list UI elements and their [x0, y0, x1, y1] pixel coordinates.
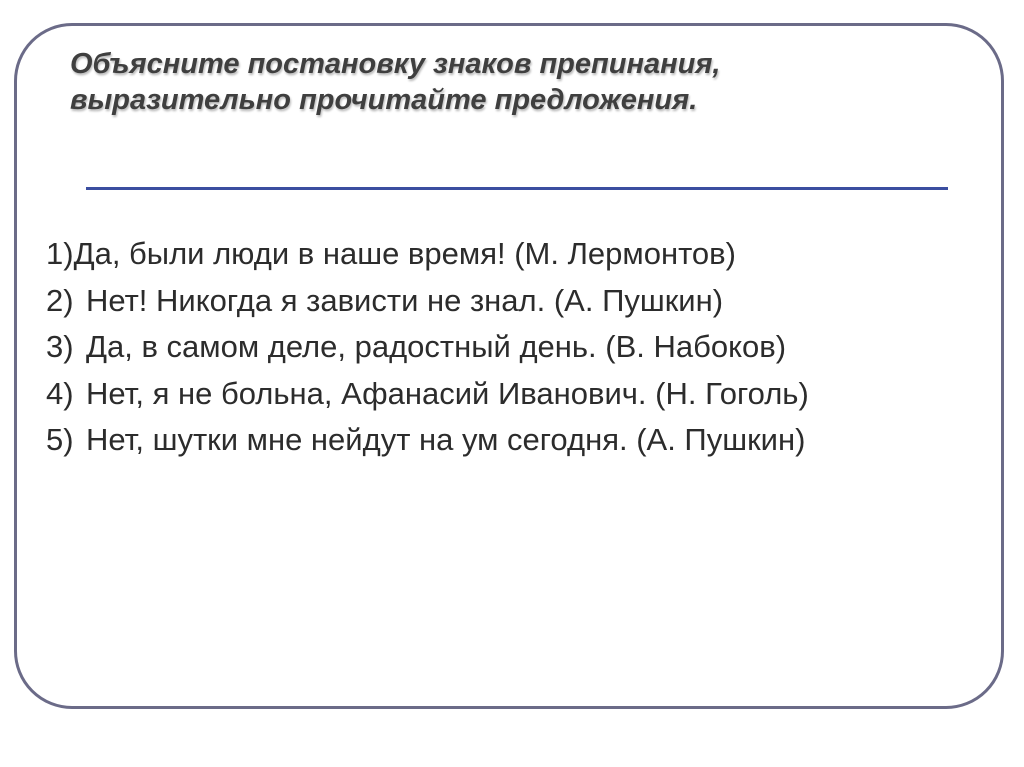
sentence-list: [46, 231, 978, 464]
item-text: Нет! Никогда я зависти не знал. (А. Пушкин): [86, 282, 724, 318]
item-text: Нет, я не больна, Афанасий Иванович. (Н. Гоголь): [86, 375, 809, 411]
title-line-1: Объясните постановку знаков препинания,: [70, 48, 721, 80]
list-item: [46, 231, 978, 278]
slide-title: [70, 46, 970, 118]
title-line-2: выразительно прочитайте предложения.: [70, 84, 698, 116]
item-text: Нет, шутки мне нейдут на ум сегодня. (А. Пушкин): [86, 422, 806, 457]
list-item: [46, 278, 978, 325]
item-number: 1): [46, 236, 74, 271]
list-item: [46, 324, 978, 371]
item-text: Да, в самом деле, радостный день. (В. Набоков): [86, 329, 787, 364]
item-number: 2): [46, 282, 83, 318]
item-text: Да, были люди в наше время! (М. Лермонтов): [73, 236, 736, 271]
title-divider: [86, 187, 948, 190]
item-number: 4): [46, 375, 83, 411]
list-item: [46, 417, 978, 464]
list-item: [46, 371, 978, 418]
item-number: 3): [46, 329, 83, 364]
item-number: 5): [46, 422, 83, 457]
